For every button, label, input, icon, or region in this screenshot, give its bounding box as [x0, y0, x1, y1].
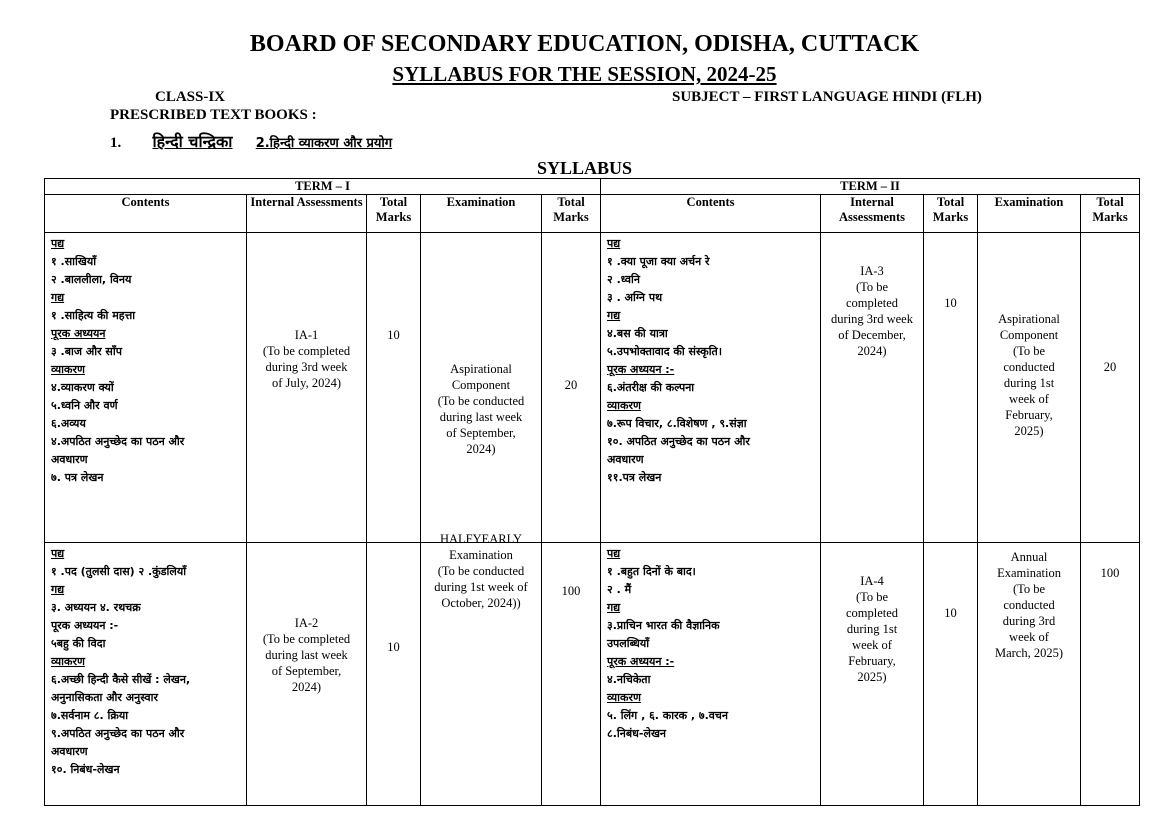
cell-line: during 3rd week — [831, 312, 913, 326]
term1-contents-block1 — [45, 233, 247, 543]
cell-line: (To be — [1012, 344, 1046, 358]
cell-line: (To be — [855, 590, 889, 604]
cell-line: १ .साखियाँ — [51, 255, 97, 268]
col-internal-assessments: Internal Assessments — [821, 195, 924, 233]
cell-line: अवधारण — [51, 453, 88, 466]
cell-line: ३ .बाज और साँप — [51, 345, 122, 358]
cell-line: completed — [845, 606, 899, 620]
exam1-marks: 20 — [542, 233, 601, 543]
cell-line: पूरक अध्ययन :- — [607, 363, 675, 376]
cell-line: ३.प्राचिन भारत की वैज्ञानिक — [607, 619, 720, 632]
cell-line: conducted — [1003, 360, 1055, 374]
cell-line: ५. लिंग , ६. कारक , ७.वचन — [607, 709, 728, 722]
cell-line: पद्य — [51, 237, 65, 250]
session-title: SYLLABUS FOR THE SESSION, 2024-25 — [392, 62, 777, 86]
cell-line: 2025) — [1014, 424, 1044, 438]
cell-line: १ .क्या पूजा क्या अर्चन रे — [607, 255, 710, 268]
cell-line: Aspirational — [450, 362, 512, 376]
cell-line: IA-2 — [294, 616, 319, 630]
cell-line: conducted — [1003, 598, 1055, 612]
cell-line: October, 2024)) — [441, 596, 521, 610]
col-total-marks: Total Marks — [1081, 195, 1140, 233]
cell-line: IA-3 — [860, 264, 884, 278]
cell-line: ११.पत्र लेखन — [607, 471, 662, 484]
book-1: हिन्दी चन्द्रिका — [152, 132, 233, 151]
cell-line: (To be — [1012, 582, 1046, 596]
class-label: CLASS-IX — [155, 89, 226, 105]
cell-line: February, — [1005, 408, 1053, 422]
cell-line: अवधारण — [51, 745, 88, 758]
cell-line: व्याकरण — [51, 363, 85, 376]
cell-line: Component — [451, 378, 511, 392]
cell-line: गद्य — [607, 309, 621, 322]
cell-line: १ .साहित्य की महत्ता — [51, 309, 136, 322]
exam2-marks: 100 — [542, 543, 601, 806]
cell-line: पद्य — [607, 547, 621, 560]
cell-line: ३. अध्ययन ४. रथचक्र — [51, 601, 141, 614]
col-total-marks: Total Marks — [367, 195, 421, 233]
cell-line: पद्य — [607, 237, 621, 250]
cell-line: week of — [852, 638, 892, 652]
cell-line: गद्य — [607, 601, 621, 614]
term-1-header: TERM – I — [45, 179, 601, 195]
cell-line: व्याकरण — [607, 399, 641, 412]
col-internal-assessments: Internal Assessments — [247, 195, 367, 233]
col-examination: Examination — [978, 195, 1081, 233]
cell-line: week of — [1009, 392, 1049, 406]
prescribed-books-label: PRESCRIBED TEXT BOOKS : — [110, 107, 317, 123]
syllabus-table — [44, 178, 1140, 806]
cell-line: उपलब्धियाँ — [607, 637, 650, 650]
cell-line: February, — [848, 654, 896, 668]
cell-line: ५.ध्वनि और वर्ण — [51, 399, 118, 412]
exam1-cell — [421, 233, 542, 543]
col-contents: Contents — [45, 195, 247, 233]
cell-line: of September, — [271, 664, 342, 678]
term2-contents-block2 — [601, 543, 821, 806]
cell-line: March, 2025) — [994, 646, 1064, 660]
cell-line: 2024) — [466, 442, 496, 456]
cell-line: व्याकरण — [51, 655, 85, 668]
cell-line: ८.निबंध-लेखन — [607, 727, 667, 740]
exam3-cell — [978, 233, 1081, 543]
cell-line: ९.अपठित अनुच्छेद का पठन और — [51, 727, 185, 740]
cell-line: ५.उपभोक्तावाद की संस्कृति। — [607, 345, 722, 358]
cell-line: 2024) — [291, 680, 322, 694]
syllabus-heading: SYLLABUS — [536, 158, 633, 178]
cell-line: १ .बहुत दिनों के बाद। — [607, 565, 696, 578]
col-total-marks: Total Marks — [542, 195, 601, 233]
cell-line: (To be completed — [262, 344, 351, 358]
cell-line: HALFYEARLY — [439, 532, 523, 546]
ia2-cell — [247, 543, 367, 806]
cell-line: of July, 2024) — [272, 376, 341, 390]
ia3-marks: 10 — [924, 233, 978, 543]
subject-label: SUBJECT – FIRST LANGUAGE HINDI (FLH) — [672, 89, 982, 105]
book-2: 2.हिन्दी व्याकरण और प्रयोग — [255, 136, 393, 151]
cell-line: १०. अपठित अनुच्छेद का पठन और — [607, 435, 750, 448]
ia3-cell — [821, 233, 924, 543]
col-total-marks: Total Marks — [924, 195, 978, 233]
cell-line: ७.रूप विचार, ८.विशेषण , ९.संज्ञा — [607, 417, 747, 430]
cell-line: ६.अच्छी हिन्दी कैसे सीखें : लेखन, — [51, 673, 191, 686]
cell-line: पूरक अध्ययन — [51, 327, 106, 340]
cell-line: Annual — [1010, 550, 1048, 564]
exam4-cell — [978, 543, 1081, 806]
term2-contents-block1 — [601, 233, 821, 543]
cell-line: 2025) — [857, 670, 887, 684]
cell-line: व्याकरण — [607, 691, 641, 704]
cell-line: ४.अपठित अनुच्छेद का पठन और — [51, 435, 185, 448]
cell-line: (To be conducted — [437, 564, 525, 578]
cell-line: ३ . अग्नि पथ — [607, 291, 663, 304]
cell-line: Examination — [997, 566, 1061, 580]
cell-line: week of — [1009, 630, 1049, 644]
exam3-marks: 20 — [1081, 233, 1140, 543]
cell-line: Component — [999, 328, 1059, 342]
cell-line: २ .बाललीला, विनय — [51, 273, 132, 286]
cell-line: Aspirational — [998, 312, 1060, 326]
col-contents: Contents — [601, 195, 821, 233]
book-number: 1. — [110, 135, 122, 151]
cell-line: 2024) — [857, 344, 887, 358]
cell-line: (To be completed — [262, 632, 351, 646]
cell-line: ५बहु की विदा — [51, 637, 106, 650]
cell-line: ७. पत्र लेखन — [51, 471, 104, 484]
cell-line: during 1st week of — [434, 580, 528, 594]
cell-line: during 3rd week — [265, 360, 348, 374]
cell-line: ४.बस की यात्रा — [607, 327, 668, 340]
ia2-marks: 10 — [367, 543, 421, 806]
cell-line: गद्य — [51, 583, 65, 596]
cell-line: ६.अंतरीक्ष की कल्पना — [607, 381, 695, 394]
cell-line: १ .पद (तुलसी दास) २ .कुंडलियाँ — [51, 565, 187, 578]
cell-line: during 3rd — [1002, 614, 1056, 628]
cell-line: IA-4 — [860, 574, 884, 588]
board-title: BOARD OF SECONDARY EDUCATION, ODISHA, CUTTACK — [249, 31, 920, 57]
cell-line: ४.नचिकेता — [607, 673, 651, 686]
cell-line: गद्य — [51, 291, 65, 304]
cell-line: (To be conducted — [437, 394, 525, 408]
cell-line: (To be — [855, 280, 889, 294]
cell-line: completed — [845, 296, 899, 310]
cell-line: २ . मैं — [607, 583, 632, 596]
cell-line: अवधारण — [607, 453, 644, 466]
cell-line: during 1st — [1003, 376, 1055, 390]
exam4-marks: 100 — [1081, 543, 1140, 806]
ia1-marks: 10 — [367, 233, 421, 543]
term-2-header: TERM – II — [601, 179, 1140, 195]
ia4-cell — [821, 543, 924, 806]
cell-line: of December, — [838, 328, 906, 342]
cell-line: ६.अव्यय — [51, 417, 86, 430]
cell-line: पूरक अध्ययन :- — [607, 655, 675, 668]
cell-line: during last week — [265, 648, 348, 662]
cell-line: during 1st — [846, 622, 898, 636]
cell-line: Examination — [449, 548, 513, 562]
cell-line: १०. निबंध-लेखन — [51, 763, 120, 776]
cell-line: पूरक अध्ययन :- — [51, 619, 119, 632]
exam2-cell — [421, 532, 542, 806]
cell-line: पद्य — [51, 547, 65, 560]
cell-line: of September, — [446, 426, 516, 440]
cell-line: IA-1 — [294, 328, 319, 342]
ia4-marks: 10 — [924, 543, 978, 806]
cell-line: २ .ध्वनि — [607, 273, 640, 286]
col-examination: Examination — [421, 195, 542, 233]
book-list — [110, 130, 392, 152]
cell-line: ७.सर्वनाम ८. क्रिया — [51, 709, 129, 722]
term1-contents-block2 — [45, 543, 247, 806]
cell-line: during last week — [439, 410, 523, 424]
cell-line: ४.व्याकरण क्यों — [51, 381, 114, 394]
cell-line: अनुनासिकता और अनुस्वार — [51, 691, 158, 704]
ia1-cell — [247, 233, 367, 543]
